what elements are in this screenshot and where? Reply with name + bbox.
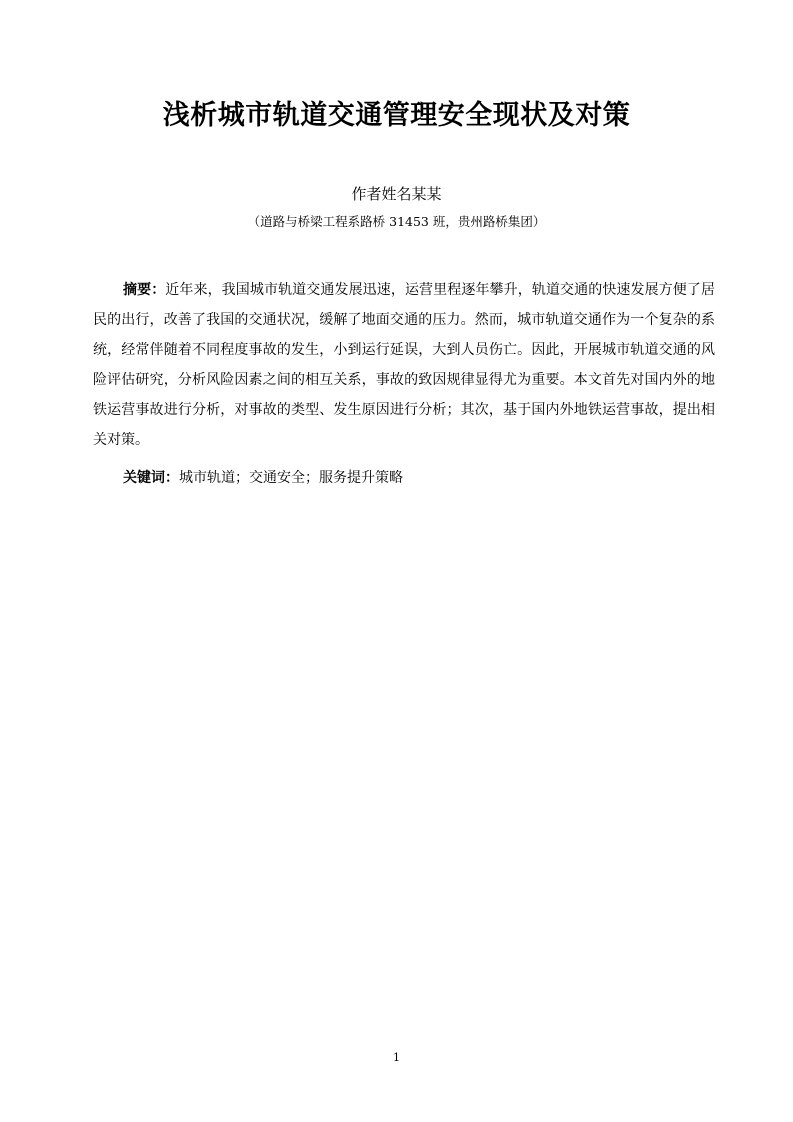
keywords-label: 关键词： <box>123 470 179 486</box>
keywords-paragraph <box>93 463 715 493</box>
abstract-paragraph <box>93 275 715 455</box>
abstract-label: 摘要： <box>123 282 166 298</box>
paper-title: 浅析城市轨道交通管理安全现状及对策 <box>162 100 631 131</box>
page-number: 1 <box>393 1051 400 1064</box>
author-affiliation: （道路与桥梁工程系路桥 31453 班，贵州路桥集团） <box>247 214 546 229</box>
author-name: 作者姓名某某 <box>351 185 442 203</box>
keywords-text: 城市轨道；交通安全；服务提升策略 <box>179 470 403 486</box>
abstract-text: 近年来，我国城市轨道交通发展迅速，运营里程逐年攀升，轨道交通的快速发展方便了居民的出行，改善了我国的交通状况，缓解了地面交通的压力。然而，城市轨道交通作为一个复杂的系统，经常伴随着不同程度事故的发生，小到运行延误，大到人员伤亡。因此，开展城市轨道交通的风险评估研究，分析风险因素之间的相互关系，事故的致因规律显得尤为重要。本文首先对国内外的地铁运营事故进行分析，对事故的类型、发生原因进行分析；其次，基于国内外地铁运营事故，提出相关对策。 <box>93 282 716 448</box>
